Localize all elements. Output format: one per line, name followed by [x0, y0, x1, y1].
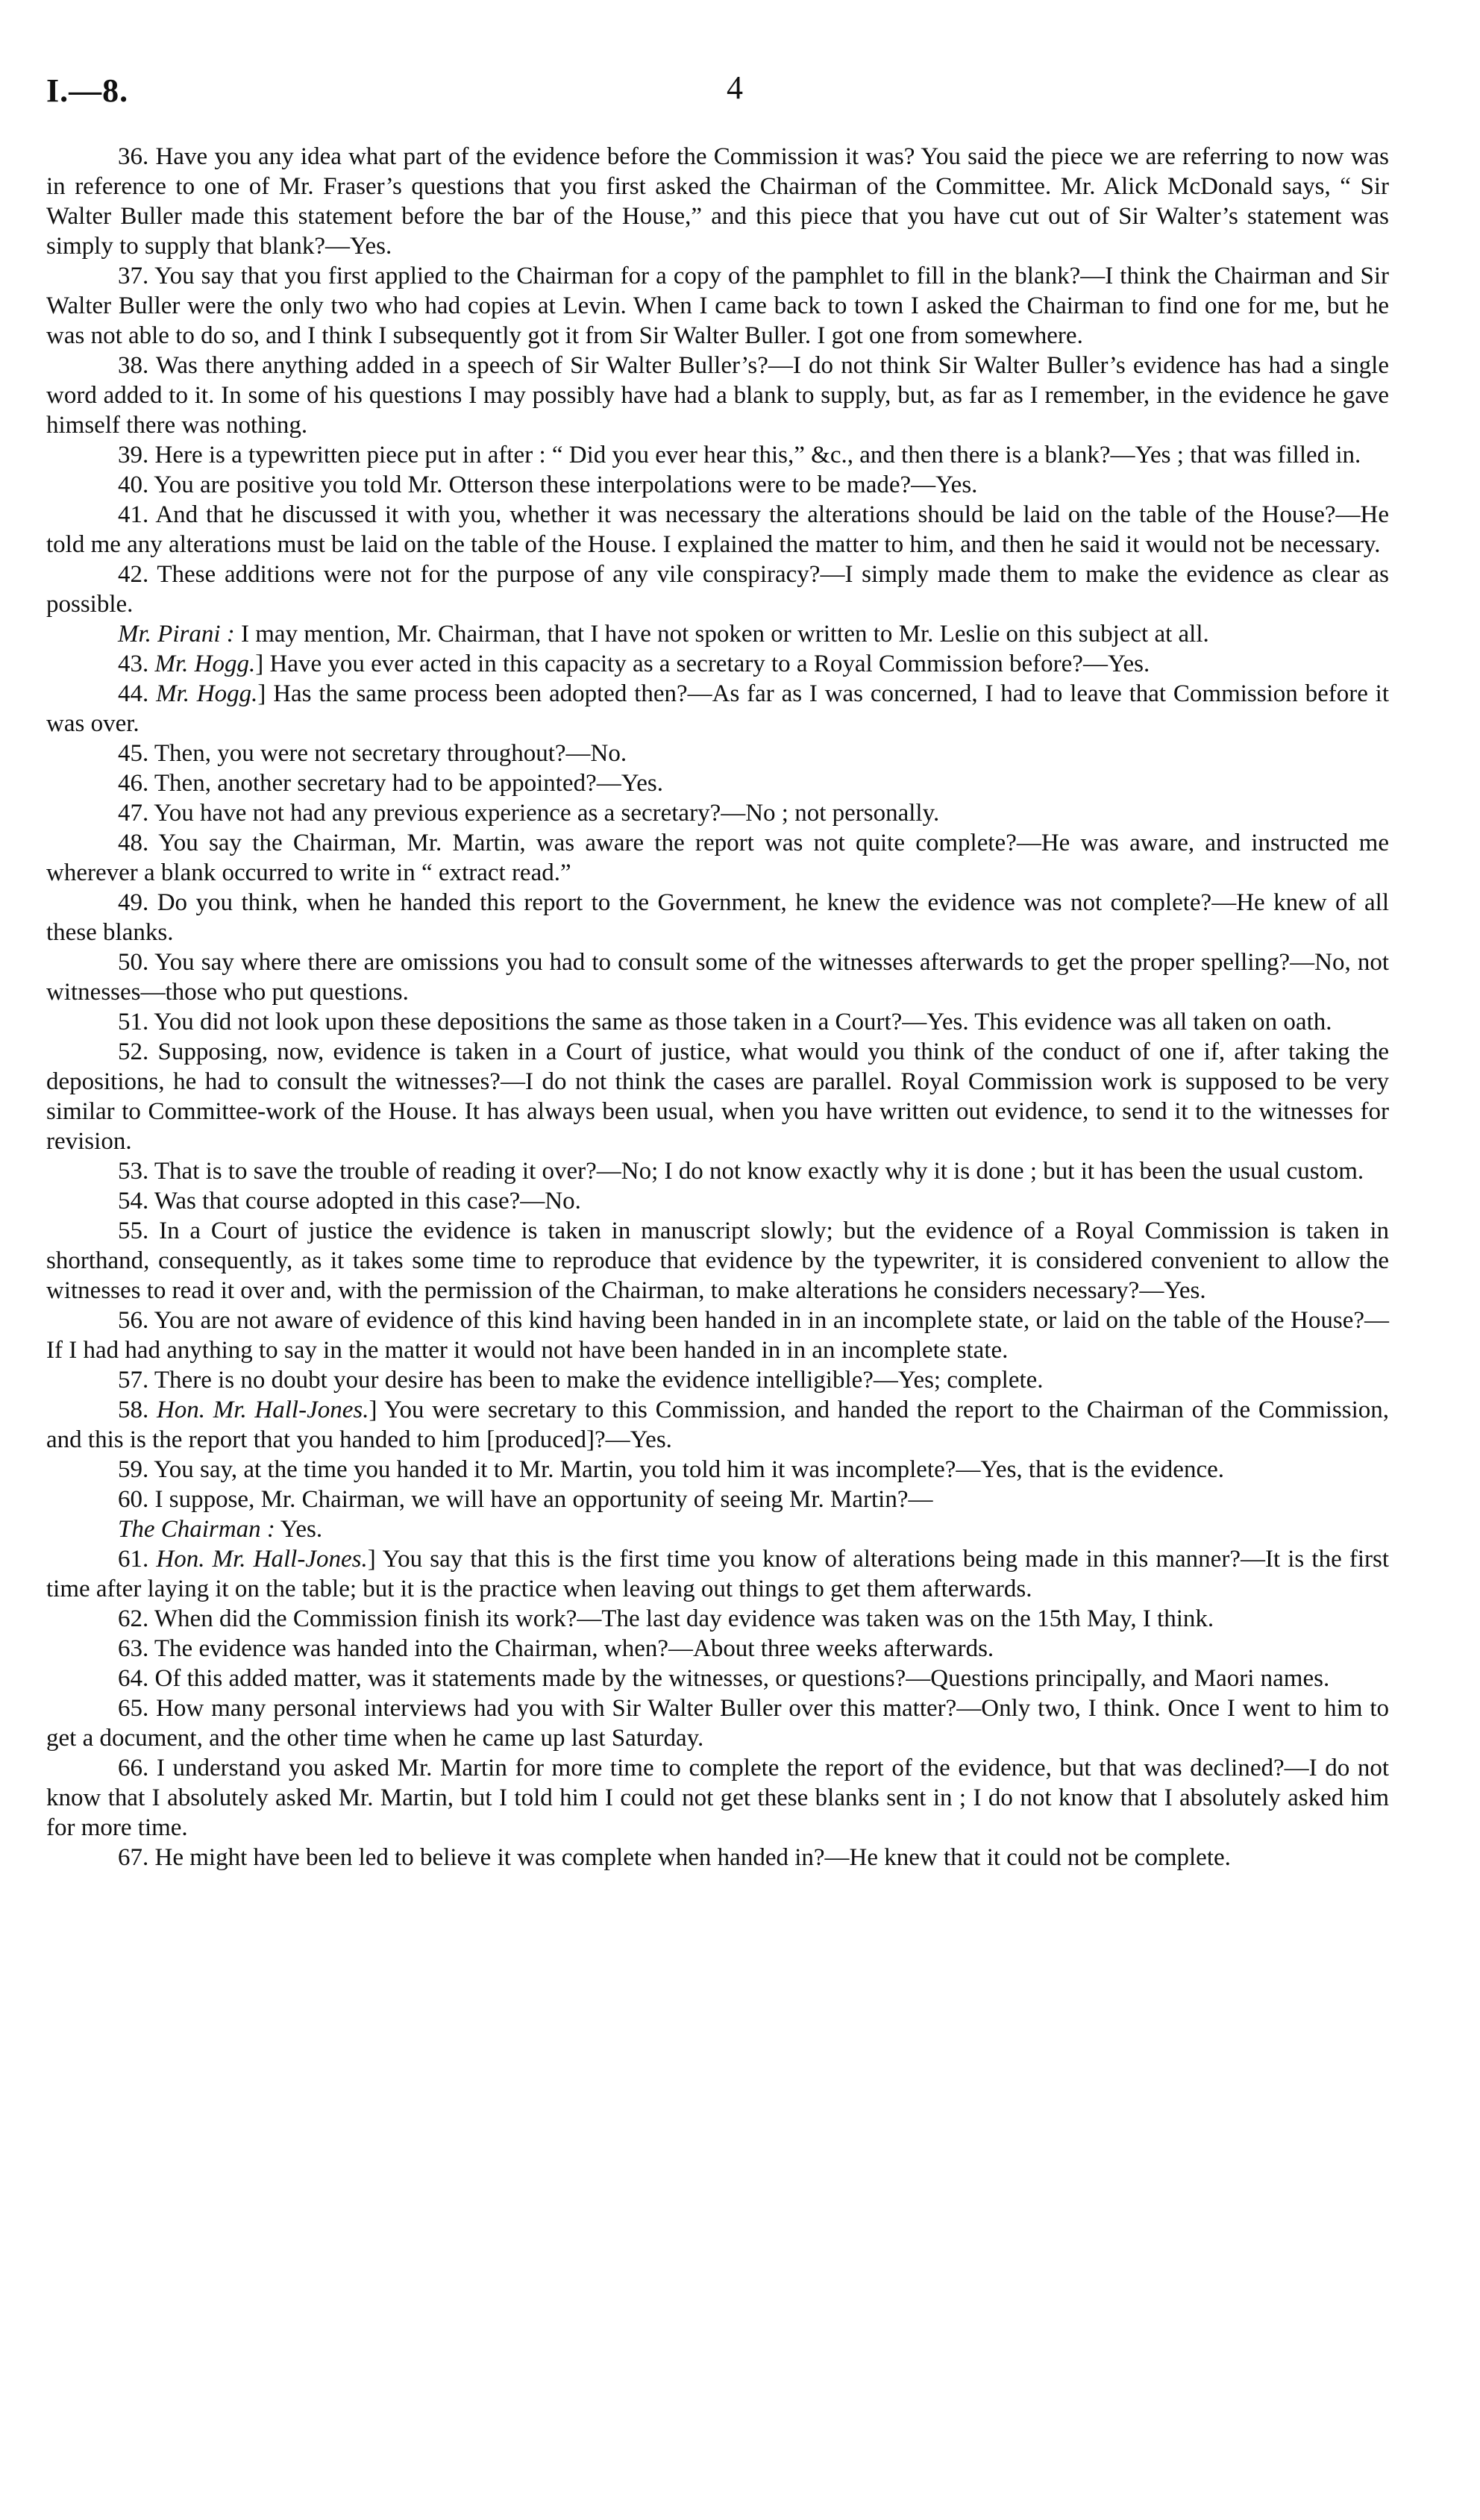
paragraph-q65: 65. How many personal interviews had you with Sir Walter Buller over this matter?—Only two, I think. Once I went to him to get a document, and the other time when he came up last Saturday. — [46, 1695, 1389, 1752]
paragraph-q50: 50. You say where there are omissions you had to consult some of the witnesses afterwards to get the proper spelling?—No, not witnesses—those who put questions. — [46, 949, 1389, 1006]
question-text: ] Has the same process been adopted then?—As far as I was concerned, I had to leave that Commission before it was over. — [46, 680, 1390, 737]
speaker-name: The Chairman : — [118, 1516, 275, 1543]
paragraph-q51: 51. You did not look upon these depositions the same as those taken in a Court?—Yes. This evidence was all taken on oath. — [118, 1009, 1332, 1035]
paragraph-q59: 59. You say, at the time you handed it to Mr. Martin, you told him it was incomplete?—Yes, that is the evidence. — [118, 1456, 1224, 1483]
paragraph-q62: 62. When did the Commission finish its work?—The last day evidence was taken was on the 15th May, I think. — [118, 1605, 1214, 1632]
statement-text: I may mention, Mr. Chairman, that I have not spoken or written to Mr. Leslie on this subject at all. — [234, 621, 1209, 648]
paragraph-q40: 40. You are positive you told Mr. Otterson these interpolations were to be made?—Yes. — [118, 471, 978, 498]
evidence-text — [46, 142, 1389, 1872]
paragraph-q63: 63. The evidence was handed into the Chairman, when?—About three weeks afterwards. — [118, 1635, 994, 1662]
page-number: 4 — [727, 69, 743, 106]
paragraph-q57: 57. There is no doubt your desire has been to make the evidence intelligible?—Yes; complete. — [118, 1367, 1044, 1394]
question-number: 61. — [118, 1546, 149, 1573]
paragraph-q60: 60. I suppose, Mr. Chairman, we will have an opportunity of seeing Mr. Martin?— — [118, 1486, 933, 1513]
question-text: ] Have you ever acted in this capacity as a secretary to a Royal Commission before?—Yes. — [255, 651, 1150, 677]
paragraph-q64: 64. Of this added matter, was it statements made by the witnesses, or questions?—Questions principally, and Maori names. — [118, 1665, 1330, 1692]
paragraph-q44 — [46, 679, 1389, 739]
speaker-name: Mr. Hogg. — [154, 651, 256, 677]
question-number: 43. — [118, 651, 149, 677]
paragraph-q39: 39. Here is a typewritten piece put in after : “ Did you ever hear this,” &c., and then there is a blank?—Yes ; that was filled in. — [118, 442, 1361, 468]
paragraph-q47: 47. You have not had any previous experience as a secretary?—No ; not personally. — [118, 800, 940, 827]
paragraph-q56: 56. You are not aware of evidence of this kind having been handed in in an incomplete state, or laid on the table of the House?—If I had had anything to say in the matter it would not have been handed in in an incomplete state. — [46, 1307, 1389, 1364]
paragraph-q61 — [46, 1544, 1389, 1604]
speaker-name: Hon. Mr. Hall-Jones. — [156, 1397, 369, 1423]
paragraph-q37: 37. You say that you first applied to the Chairman for a copy of the pamphlet to fill in the blank?—I think the Chairman and Sir Walter Buller were the only two who had copies at Levin. When I came back to town I asked the Chairman to find one for me, but he was not able to do so, and I think I subsequently got it from Sir Walter Buller. I got one from somewhere. — [46, 263, 1389, 349]
paragraph-statement-chairman — [46, 1514, 1389, 1544]
question-number: 44. — [118, 680, 149, 707]
paragraph-q55: 55. In a Court of justice the evidence is taken in manuscript slowly; but the evidence of a Royal Commission is taken in shorthand, consequently, as it takes some time to reproduce that evidence by the typewriter, it is considered convenient to allow the witnesses to read it over and, with the permission of the Chairman, to make alterations he considers necessary?—Yes. — [46, 1217, 1389, 1304]
speaker-name: Hon. Mr. Hall-Jones. — [156, 1546, 368, 1573]
page-header — [0, 0, 1480, 127]
paragraph-q41: 41. And that he discussed it with you, whether it was necessary the alterations should be laid on the table of the House?—He told me any alterations must be laid on the table of the House. I explained the matter to him, and then he said it would not be necessary. — [46, 501, 1389, 558]
document-reference: I.—8. — [46, 72, 129, 109]
paragraph-q38: 38. Was there anything added in a speech of Sir Walter Buller’s?—I do not think Sir Walter Buller’s evidence has had a single word added to it. In some of his questions I may possibly have had a blank to supply, but, as far as I remember, in the evidence he gave himself there was nothing. — [46, 352, 1389, 439]
paragraph-q52: 52. Supposing, now, evidence is taken in a Court of justice, what would you think of the conduct of one if, after taking the depositions, he had to consult the witnesses?—I do not think the cases are parallel. Royal Commission work is supposed to be very similar to Committee-work of the House. It has always been usual, when you have written out evidence, to send it to the witnesses for revision. — [46, 1038, 1389, 1155]
paragraph-q49: 49. Do you think, when he handed this report to the Government, he knew the evidence was not complete?—He knew of all these blanks. — [46, 889, 1389, 946]
paragraph-q46: 46. Then, another secretary had to be appointed?—Yes. — [118, 770, 663, 797]
speaker-name: Mr. Pirani : — [118, 621, 235, 648]
question-text: ] You were secretary to this Commission, and handed the report to the Chairman of the Commission, and this is the report that you handed to him [produced]?—Yes. — [46, 1397, 1389, 1453]
paragraph-statement-pirani — [46, 619, 1389, 649]
paragraph-q42: 42. These additions were not for the purpose of any vile conspiracy?—I simply made them to make the evidence as clear as possible. — [46, 561, 1389, 618]
speaker-name: Mr. Hogg. — [156, 680, 258, 707]
question-text: ] You say that this is the first time you know of alterations being made in this manner?—It is the first time after laying it on the table; but it is the practice when leaving out things to get them afterwards. — [46, 1546, 1389, 1602]
question-number: 58. — [118, 1397, 149, 1423]
paragraph-q53: 53. That is to save the trouble of reading it over?—No; I do not know exactly why it is done ; but it has been the usual custom. — [118, 1158, 1364, 1185]
paragraph-q48: 48. You say the Chairman, Mr. Martin, was aware the report was not quite complete?—He was aware, and instructed me wherever a blank occurred to write in “ extract read.” — [46, 830, 1389, 886]
paragraph-q66: 66. I understand you asked Mr. Martin for more time to complete the report of the evidence, but that was declined?—I do not know that I absolutely asked Mr. Martin, but I told him I could not get these blanks sent in ; I do not know that I absolutely asked him for more time. — [46, 1755, 1389, 1841]
paragraph-q67: 67. He might have been led to believe it was complete when handed in?—He knew that it could not be complete. — [118, 1844, 1231, 1871]
paragraph-q43 — [46, 649, 1389, 679]
paragraph-q58 — [46, 1395, 1389, 1455]
paragraph-q54: 54. Was that course adopted in this case?—No. — [118, 1188, 581, 1214]
paragraph-q36: 36. Have you any idea what part of the evidence before the Commission it was? You said the piece we are referring to now was in reference to one of Mr. Fraser’s questions that you first asked the Chairman of the Committee. Mr. Alick McDonald says, “ Sir Walter Buller made this statement before the bar of the House,” and this piece that you have cut out of Sir Walter’s statement was simply to supply that blank?—Yes. — [46, 143, 1389, 260]
paragraph-q45: 45. Then, you were not secretary throughout?—No. — [118, 740, 627, 767]
statement-text: Yes. — [275, 1516, 323, 1543]
